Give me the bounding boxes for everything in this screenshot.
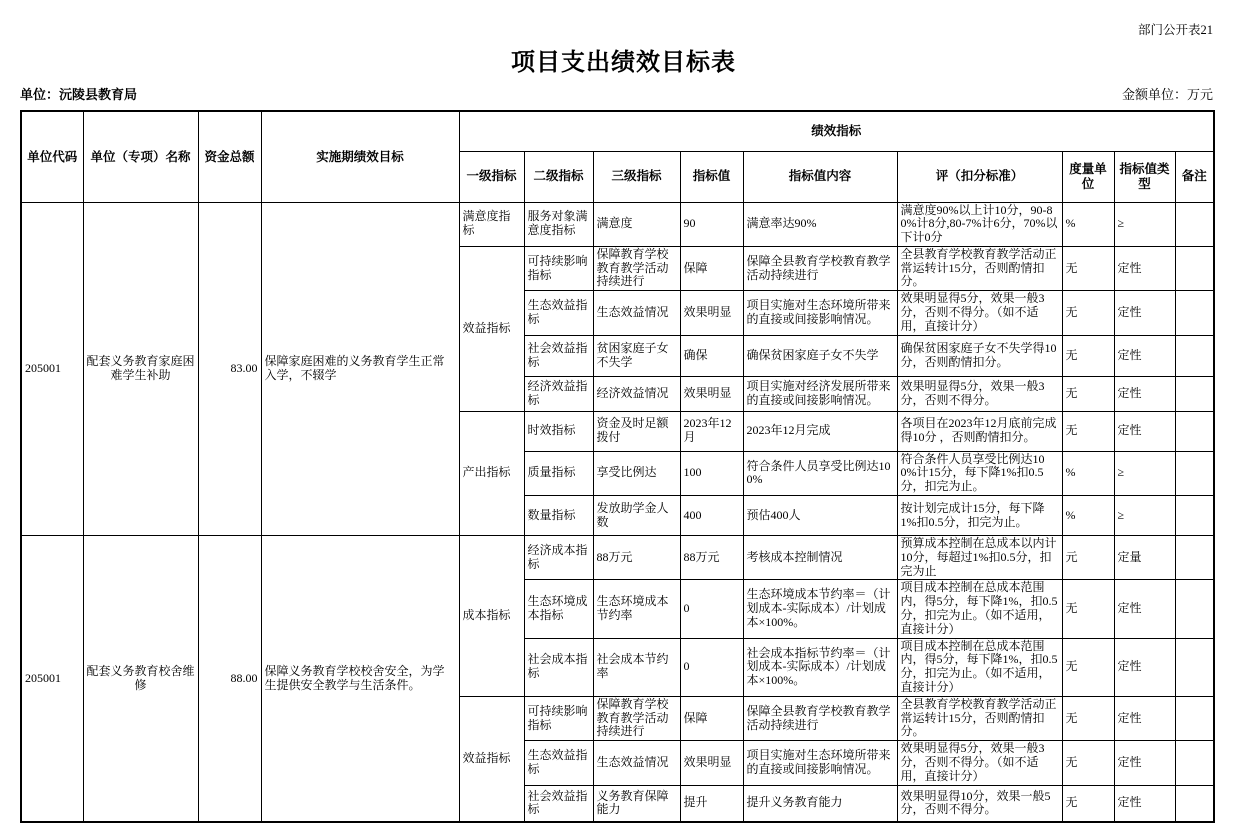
- cell-level3-indicator: 生态效益情况: [593, 741, 680, 785]
- cell-total-funds: 83.00: [198, 202, 261, 536]
- cell-level3-indicator: 发放助学金人数: [593, 496, 680, 536]
- cell-value-type: ≥: [1114, 202, 1175, 246]
- cell-value-type: 定性: [1114, 246, 1175, 290]
- cell-value-content: 项目实施对生态环境所带来的直接或间接影响情况。: [743, 741, 897, 785]
- cell-indicator-value: 0: [680, 638, 743, 696]
- cell-remark: [1175, 785, 1214, 822]
- cell-indicator-value: 保障: [680, 696, 743, 740]
- header-indicator-value: 指标值: [680, 151, 743, 202]
- cell-value-content: 提升义务教育能力: [743, 785, 897, 822]
- cell-unit-of-measure: %: [1062, 451, 1114, 495]
- cell-level3-indicator: 享受比例达: [593, 451, 680, 495]
- cell-value-content: 保障全县教育学校教育教学活动持续进行: [743, 246, 897, 290]
- cell-scoring-standard: 项目成本控制在总成本范围内，得5分，每下降1%，扣0.5分，扣完为止。（如不适用，直接计分）: [897, 580, 1062, 638]
- cell-value-content: 社会成本指标节约率＝（计划成本-实际成本）/计划成本×100%。: [743, 638, 897, 696]
- cell-indicator-value: 0: [680, 580, 743, 638]
- header-value-type: 指标值类型: [1114, 151, 1175, 202]
- cell-scoring-standard: 项目成本控制在总成本范围内，得5分，每下降1%，扣0.5分，扣完为止。（如不适用，直接计分）: [897, 638, 1062, 696]
- cell-level3-indicator: 生态环境成本节约率: [593, 580, 680, 638]
- cell-remark: [1175, 202, 1214, 246]
- cell-scoring-standard: 符合条件人员享受比例达100%计15分，每下降1%扣0.5分，扣完为止。: [897, 451, 1062, 495]
- cell-value-content: 确保贫困家庭子女不失学: [743, 335, 897, 376]
- cell-level1-indicator: 成本指标: [459, 536, 524, 697]
- cell-level1-indicator: 效益指标: [459, 246, 524, 411]
- cell-unit-of-measure: 无: [1062, 376, 1114, 411]
- cell-level2-indicator: 社会效益指标: [524, 785, 593, 822]
- cell-value-type: 定性: [1114, 376, 1175, 411]
- cell-level2-indicator: 质量指标: [524, 451, 593, 495]
- cell-value-type: 定性: [1114, 638, 1175, 696]
- cell-level1-indicator: 满意度指标: [459, 202, 524, 246]
- cell-unit-of-measure: 无: [1062, 741, 1114, 785]
- cell-indicator-value: 400: [680, 496, 743, 536]
- cell-remark: [1175, 496, 1214, 536]
- cell-scoring-standard: 效果明显得10分，效果一般5分，否则不得分。: [897, 785, 1062, 822]
- cell-level3-indicator: 88万元: [593, 536, 680, 580]
- cell-scoring-standard: 全县教育学校教育教学活动正常运转计15分，否则酌情扣分。: [897, 696, 1062, 740]
- cell-unit-of-measure: 无: [1062, 335, 1114, 376]
- cell-scoring-standard: 确保贫困家庭子女不失学得10分，否则酌情扣分。: [897, 335, 1062, 376]
- header-level3-indicator: 三级指标: [593, 151, 680, 202]
- amount-unit-label: 金额单位：万元: [1121, 87, 1213, 102]
- cell-scoring-standard: 满意度90%以上计10分，90-80%计8分,80-7%计6分，70%以下计0分: [897, 202, 1062, 246]
- cell-remark: [1175, 451, 1214, 495]
- cell-level2-indicator: 数量指标: [524, 496, 593, 536]
- cell-value-type: 定性: [1114, 335, 1175, 376]
- doc-number: 部门公开表21: [1137, 23, 1213, 37]
- cell-indicator-value: 效果明显: [680, 291, 743, 335]
- cell-unit-of-measure: %: [1062, 202, 1114, 246]
- cell-unit-of-measure: 元: [1062, 536, 1114, 580]
- cell-scoring-standard: 效果明显得5分，效果一般3分，否则不得分。（如不适用，直接计分）: [897, 291, 1062, 335]
- cell-unit-code: 205001: [21, 202, 83, 536]
- cell-indicator-value: 保障: [680, 246, 743, 290]
- indicator-row: [21, 202, 1214, 246]
- cell-level2-indicator: 可持续影响指标: [524, 246, 593, 290]
- header-performance-indicators: 绩效指标: [459, 111, 1214, 151]
- cell-level1-indicator: 产出指标: [459, 411, 524, 535]
- cell-value-content: 满意率达90%: [743, 202, 897, 246]
- cell-unit-of-measure: 无: [1062, 246, 1114, 290]
- cell-level2-indicator: 社会效益指标: [524, 335, 593, 376]
- cell-level3-indicator: 义务教育保障能力: [593, 785, 680, 822]
- cell-unit-of-measure: 无: [1062, 785, 1114, 822]
- cell-level2-indicator: 可持续影响指标: [524, 696, 593, 740]
- cell-level3-indicator: 满意度: [593, 202, 680, 246]
- reporting-unit-label: 单位：沅陵县教育局: [20, 87, 138, 102]
- cell-value-content: 符合条件人员享受比例达100%: [743, 451, 897, 495]
- cell-value-content: 预估400人: [743, 496, 897, 536]
- cell-value-content: 项目实施对生态环境所带来的直接或间接影响情况。: [743, 291, 897, 335]
- cell-unit-of-measure: 无: [1062, 638, 1114, 696]
- header-unit-of-measure: 度量单位: [1062, 151, 1114, 202]
- cell-level3-indicator: 生态效益情况: [593, 291, 680, 335]
- cell-level2-indicator: 生态环境成本指标: [524, 580, 593, 638]
- cell-scoring-standard: 全县教育学校教育教学活动正常运转计15分，否则酌情扣分。: [897, 246, 1062, 290]
- cell-impl-target: 保障义务教育学校校舍安全，为学生提供安全教学与生活条件。: [261, 536, 459, 823]
- cell-scoring-standard: 效果明显得5分，效果一般3分，否则不得分。（如不适用，直接计分）: [897, 741, 1062, 785]
- cell-level2-indicator: 生态效益指标: [524, 291, 593, 335]
- cell-scoring-standard: 各项目在2023年12月底前完成得10分 ，否则酌情扣分。: [897, 411, 1062, 451]
- header-impl-target: 实施期绩效目标: [261, 111, 459, 202]
- cell-level3-indicator: 社会成本节约率: [593, 638, 680, 696]
- header-value-content: 指标值内容: [743, 151, 897, 202]
- cell-level2-indicator: 经济效益指标: [524, 376, 593, 411]
- cell-indicator-value: 效果明显: [680, 376, 743, 411]
- cell-level3-indicator: 保障教育学校教育教学活动持续进行: [593, 246, 680, 290]
- cell-level2-indicator: 服务对象满意度指标: [524, 202, 593, 246]
- cell-level2-indicator: 生态效益指标: [524, 741, 593, 785]
- cell-impl-target: 保障家庭困难的义务教育学生正常入学，不辍学: [261, 202, 459, 536]
- cell-level3-indicator: 资金及时足额拨付: [593, 411, 680, 451]
- cell-unit-name: 配套义务教育家庭困难学生补助: [83, 202, 198, 536]
- cell-value-type: 定量: [1114, 536, 1175, 580]
- cell-level2-indicator: 经济成本指标: [524, 536, 593, 580]
- cell-scoring-standard: 效果明显得5分，效果一般3分，否则不得分。: [897, 376, 1062, 411]
- meta-line: [20, 84, 1213, 103]
- cell-remark: [1175, 638, 1214, 696]
- cell-value-type: 定性: [1114, 291, 1175, 335]
- cell-unit-name: 配套义务教育校舍维修: [83, 536, 198, 823]
- cell-scoring-standard: 预算成本控制在总成本以内计10分，每超过1%扣0.5分，扣完为止: [897, 536, 1062, 580]
- cell-unit-of-measure: 无: [1062, 696, 1114, 740]
- header-level1-indicator: 一级指标: [459, 151, 524, 202]
- header-scoring-standard: 评（扣分标准）: [897, 151, 1062, 202]
- cell-level2-indicator: 社会成本指标: [524, 638, 593, 696]
- header-unit-name: 单位（专项）名称: [83, 111, 198, 202]
- cell-remark: [1175, 246, 1214, 290]
- cell-remark: [1175, 376, 1214, 411]
- cell-remark: [1175, 411, 1214, 451]
- cell-unit-of-measure: 无: [1062, 580, 1114, 638]
- cell-value-content: 2023年12月完成: [743, 411, 897, 451]
- cell-value-type: 定性: [1114, 411, 1175, 451]
- page-title: 项目支出绩效目标表: [511, 50, 736, 76]
- cell-value-content: 考核成本控制情况: [743, 536, 897, 580]
- cell-value-type: 定性: [1114, 741, 1175, 785]
- cell-value-type: ≥: [1114, 496, 1175, 536]
- cell-value-type: ≥: [1114, 451, 1175, 495]
- cell-unit-of-measure: %: [1062, 496, 1114, 536]
- cell-remark: [1175, 335, 1214, 376]
- cell-remark: [1175, 291, 1214, 335]
- cell-value-type: 定性: [1114, 580, 1175, 638]
- cell-level3-indicator: 贫困家庭子女不失学: [593, 335, 680, 376]
- cell-value-type: 定性: [1114, 696, 1175, 740]
- header-total-funds: 资金总额: [198, 111, 261, 202]
- cell-total-funds: 88.00: [198, 536, 261, 823]
- cell-value-content: 项目实施对经济发展所带来的直接或间接影响情况。: [743, 376, 897, 411]
- cell-level3-indicator: 经济效益情况: [593, 376, 680, 411]
- performance-target-table: [20, 110, 1215, 823]
- header-unit-code: 单位代码: [21, 111, 83, 202]
- cell-value-type: 定性: [1114, 785, 1175, 822]
- cell-indicator-value: 88万元: [680, 536, 743, 580]
- cell-scoring-standard: 按计划完成计15分，每下降1%扣0.5分，扣完为止。: [897, 496, 1062, 536]
- cell-remark: [1175, 741, 1214, 785]
- header-level2-indicator: 二级指标: [524, 151, 593, 202]
- cell-remark: [1175, 696, 1214, 740]
- indicator-row: [21, 536, 1214, 580]
- cell-indicator-value: 提升: [680, 785, 743, 822]
- cell-remark: [1175, 580, 1214, 638]
- cell-unit-of-measure: 无: [1062, 291, 1114, 335]
- cell-unit-of-measure: 无: [1062, 411, 1114, 451]
- cell-value-content: 生态环境成本节约率＝（计划成本-实际成本）/计划成本×100%。: [743, 580, 897, 638]
- cell-level2-indicator: 时效指标: [524, 411, 593, 451]
- cell-level3-indicator: 保障教育学校教育教学活动持续进行: [593, 696, 680, 740]
- cell-value-content: 保障全县教育学校教育教学活动持续进行: [743, 696, 897, 740]
- performance-table-wrap: [20, 110, 1215, 823]
- cell-indicator-value: 效果明显: [680, 741, 743, 785]
- cell-indicator-value: 2023年12月: [680, 411, 743, 451]
- cell-indicator-value: 100: [680, 451, 743, 495]
- cell-indicator-value: 90: [680, 202, 743, 246]
- header-remark: 备注: [1175, 151, 1214, 202]
- cell-level1-indicator: 效益指标: [459, 696, 524, 822]
- cell-remark: [1175, 536, 1214, 580]
- cell-indicator-value: 确保: [680, 335, 743, 376]
- cell-unit-code: 205001: [21, 536, 83, 823]
